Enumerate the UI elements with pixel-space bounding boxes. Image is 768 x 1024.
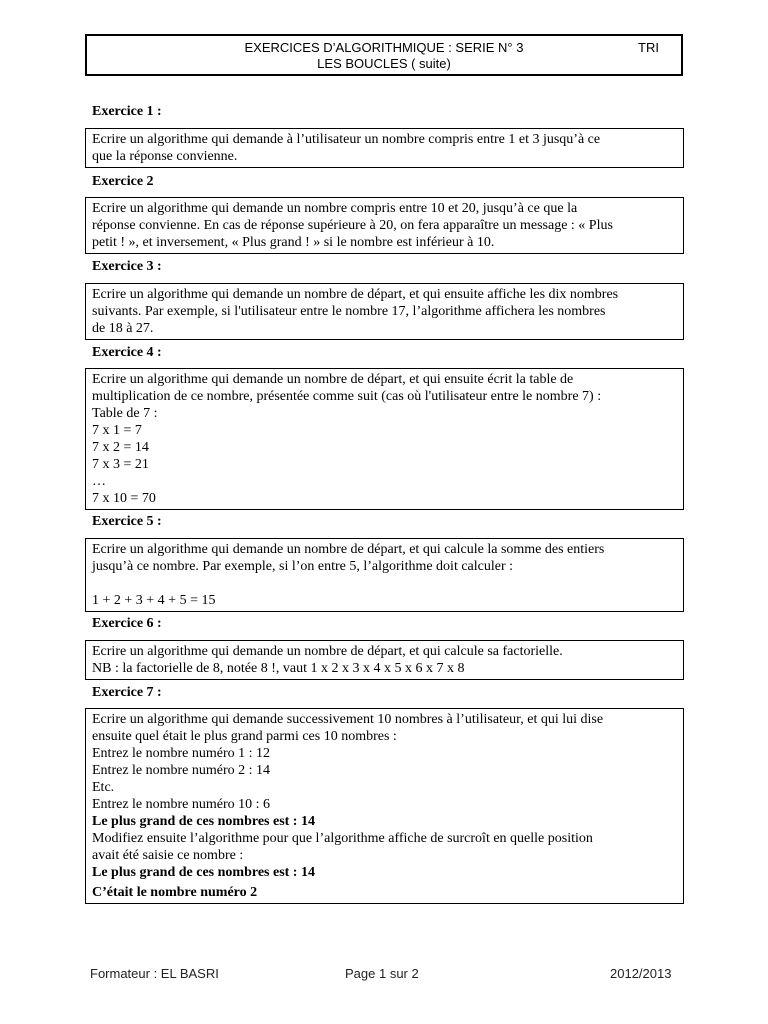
exercise-5-line: Ecrire un algorithme qui demande un nombre de départ, et qui calcule la somme des entiers: [92, 542, 605, 557]
exercise-2-box: [85, 197, 684, 254]
exercise-7-line: Entrez le nombre numéro 1 : 12: [92, 746, 271, 761]
exercise-4-box: [85, 368, 684, 510]
exercise-3-title: Exercice 3 :: [92, 259, 162, 274]
exercise-3-box: [85, 283, 684, 340]
exercise-4-title: Exercice 4 :: [92, 345, 162, 360]
exercise-5-box: [85, 538, 684, 612]
exercise-5-line: 1 + 2 + 3 + 4 + 5 = 15: [92, 593, 216, 608]
footer-trainer: Formateur : EL BASRI: [90, 966, 219, 981]
exercise-2-title: Exercice 2: [92, 174, 154, 189]
header-subtitle: LES BOUCLES ( suite): [317, 56, 451, 71]
exercise-4-line: 7 x 10 = 70: [92, 491, 156, 506]
exercise-6-box: [85, 640, 684, 680]
header-title: EXERCICES D’ALGORITHMIQUE : SERIE N° 3: [244, 40, 524, 55]
exercise-1-title: Exercice 1 :: [92, 104, 162, 119]
exercise-7-line: Modifiez ensuite l’algorithme pour que l’algorithme affiche de surcroît en quelle position: [92, 831, 593, 846]
footer-page-number: Page 1 sur 2: [345, 966, 419, 981]
exercise-3-line: Ecrire un algorithme qui demande un nombre de départ, et qui ensuite affiche les dix nombres: [92, 287, 619, 302]
exercise-1-line: que la réponse convienne.: [92, 149, 238, 164]
exercise-7-box: [85, 708, 684, 904]
exercise-7-title: Exercice 7 :: [92, 685, 162, 700]
exercise-7-line: Etc.: [92, 780, 115, 795]
footer-year: 2012/2013: [610, 966, 672, 981]
exercise-1-line: Ecrire un algorithme qui demande à l’utilisateur un nombre compris entre 1 et 3 jusqu’à ce: [92, 132, 601, 147]
exercise-2-line: réponse convienne. En cas de réponse supérieure à 20, on fera apparaître un message : « Plus: [92, 218, 613, 233]
exercise-4-line: …: [92, 474, 106, 489]
exercise-7-line: ensuite quel était le plus grand parmi ces 10 nombres :: [92, 729, 397, 744]
exercise-7-line: C’était le nombre numéro 2: [92, 885, 258, 900]
exercise-5-title: Exercice 5 :: [92, 514, 162, 529]
exercise-3-line: de 18 à 27.: [92, 321, 154, 336]
exercise-5-line: [92, 575, 675, 592]
exercise-4-line: 7 x 3 = 21: [92, 457, 149, 472]
exercise-6-title: Exercice 6 :: [92, 616, 162, 631]
exercise-6-line: Ecrire un algorithme qui demande un nombre de départ, et qui calcule sa factorielle.: [92, 644, 563, 659]
exercise-3-line: suivants. Par exemple, si l'utilisateur entre le nombre 17, l’algorithme affichera les nombres: [92, 304, 606, 319]
exercise-2-line: Ecrire un algorithme qui demande un nombre compris entre 10 et 20, jusqu’à ce que la: [92, 201, 578, 216]
exercise-4-line: 7 x 1 = 7: [92, 423, 142, 438]
exercise-2-line: petit ! », et inversement, « Plus grand ! » si le nombre est inférieur à 10.: [92, 235, 495, 250]
exercise-7-line: Ecrire un algorithme qui demande successivement 10 nombres à l’utilisateur, et qui lui dise: [92, 712, 604, 727]
exercise-6-line: NB : la factorielle de 8, notée 8 !, vaut 1 x 2 x 3 x 4 x 5 x 6 x 7 x 8: [92, 661, 465, 676]
exercise-5-line: jusqu’à ce nombre. Par exemple, si l’on entre 5, l’algorithme doit calculer :: [92, 559, 514, 574]
header-tag: TRI: [638, 40, 659, 55]
exercise-4-line: 7 x 2 = 14: [92, 440, 149, 455]
document-header: [85, 34, 683, 76]
exercise-7-line: Le plus grand de ces nombres est : 14: [92, 814, 315, 829]
exercise-4-line: multiplication de ce nombre, présentée comme suit (cas où l'utilisateur entre le nombre 7) :: [92, 389, 602, 404]
exercise-7-line: Entrez le nombre numéro 2 : 14: [92, 763, 271, 778]
exercise-7-line: avait été saisie ce nombre :: [92, 848, 244, 863]
exercise-4-line: Table de 7 :: [92, 406, 158, 421]
exercise-7-line: Le plus grand de ces nombres est : 14: [92, 865, 315, 880]
exercise-7-line: Entrez le nombre numéro 10 : 6: [92, 797, 271, 812]
exercise-4-line: Ecrire un algorithme qui demande un nombre de départ, et qui ensuite écrit la table de: [92, 372, 574, 387]
exercise-1-box: [85, 128, 684, 168]
